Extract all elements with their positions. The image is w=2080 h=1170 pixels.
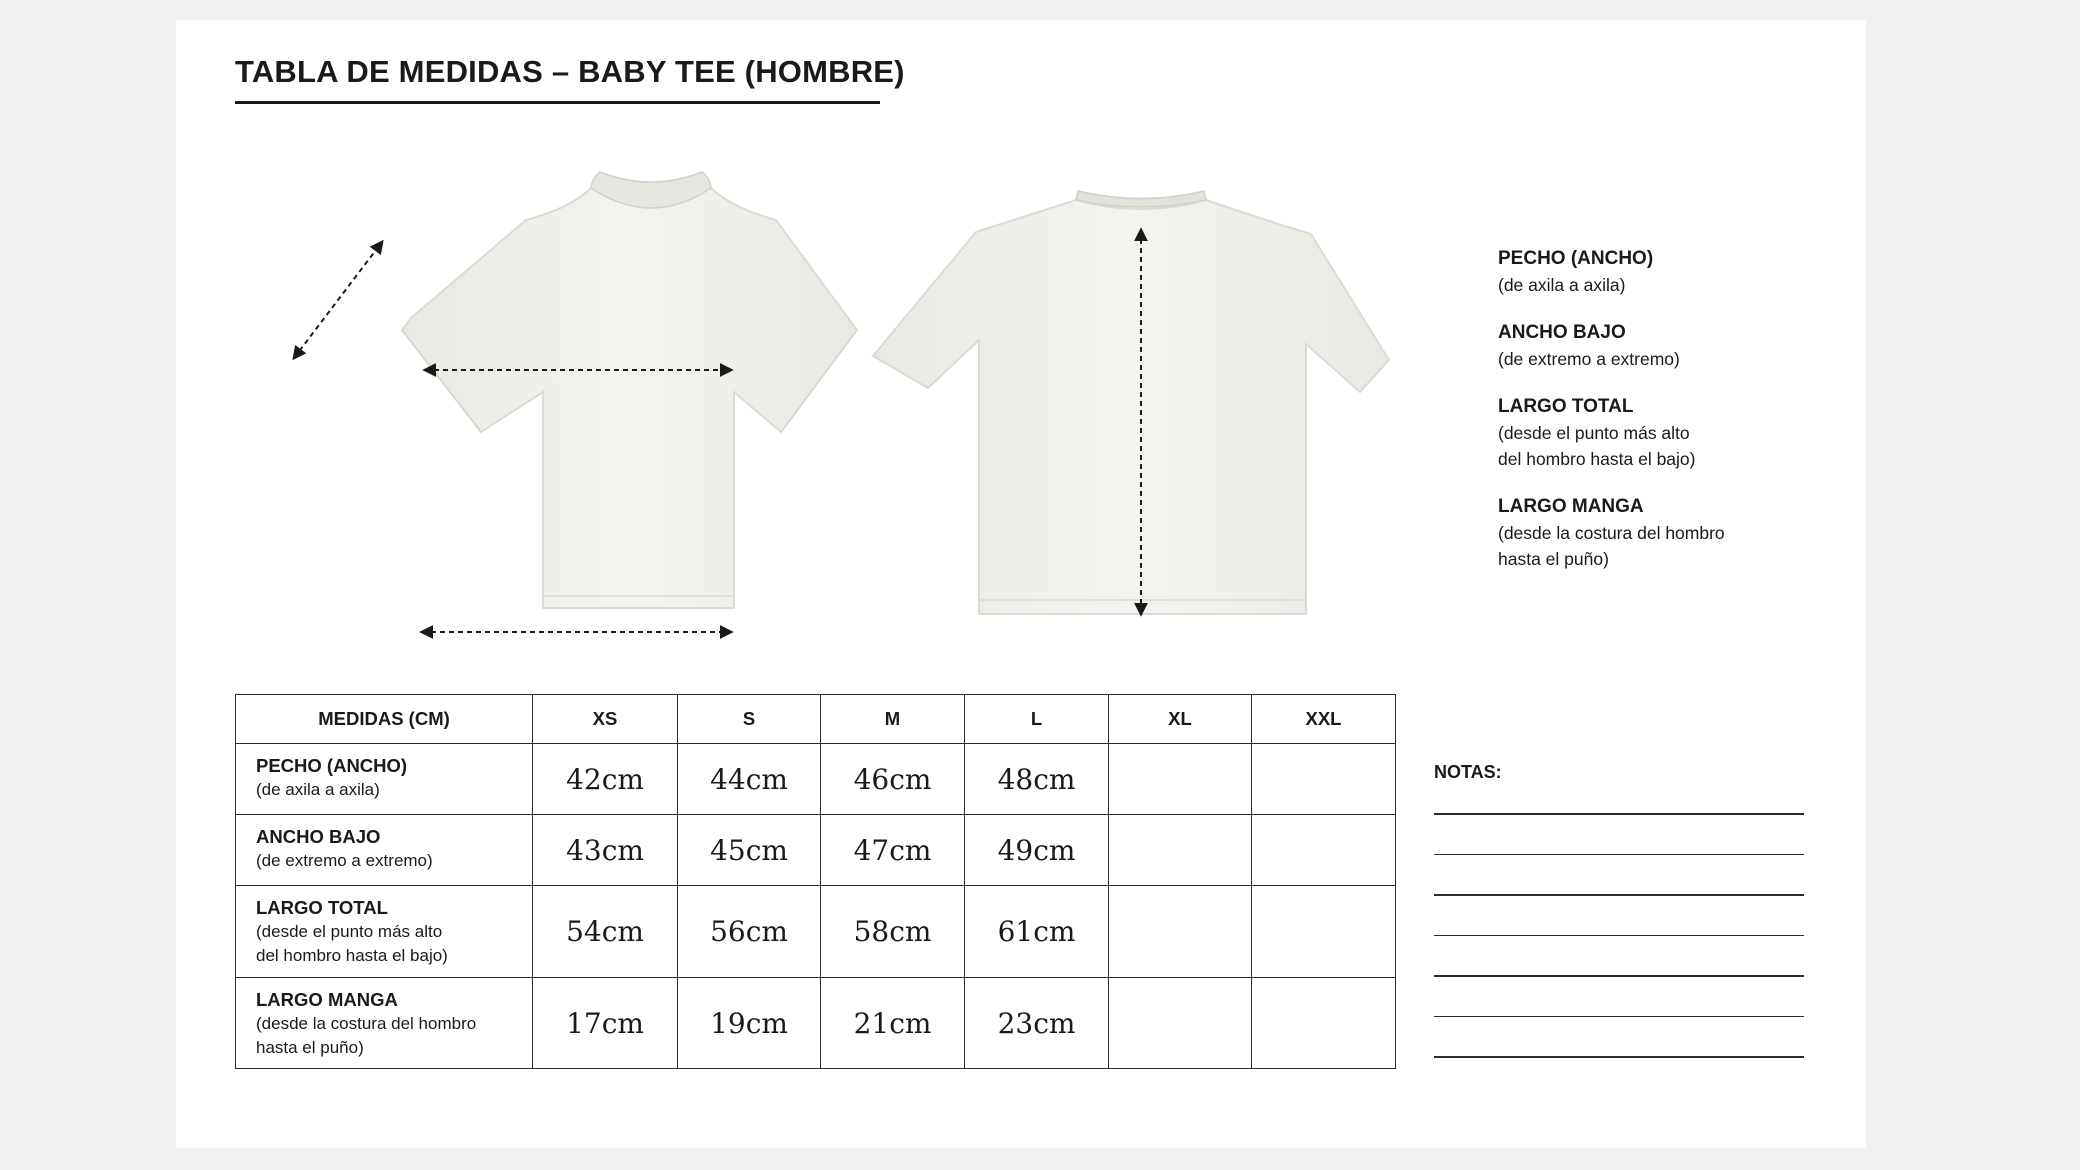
row-label <box>236 978 533 1069</box>
note-line <box>1434 975 1804 977</box>
legend-desc: (desde la costura del hombro hasta el puño) <box>1498 523 1725 569</box>
table-cell <box>1252 886 1396 978</box>
table-header-row <box>236 695 1396 744</box>
row-label-desc: (desde el punto más alto del hombro hasta el bajo) <box>256 922 448 965</box>
table-cell: 58cm <box>821 886 965 978</box>
row-label-desc: (desde la costura del hombro hasta el puño) <box>256 1014 477 1057</box>
table-cell: 47cm <box>821 815 965 886</box>
table-cell <box>1252 744 1396 815</box>
column-header: MEDIDAS (CM) <box>236 695 533 744</box>
row-label <box>236 815 533 886</box>
table-cell <box>1109 886 1252 978</box>
sleeve-length-arrow <box>294 242 382 358</box>
table-row <box>236 815 1396 886</box>
table-row <box>236 886 1396 978</box>
column-header: M <box>821 695 965 744</box>
note-line <box>1434 854 1804 856</box>
column-header: XS <box>533 695 678 744</box>
note-line <box>1434 813 1804 815</box>
legend-desc: (desde el punto más alto del hombro hasta el bajo) <box>1498 423 1696 469</box>
row-label-name: ANCHO BAJO <box>256 826 381 847</box>
column-header: S <box>678 695 821 744</box>
table-cell: 19cm <box>678 978 821 1069</box>
table-cell: 49cm <box>965 815 1109 886</box>
legend-desc: (de extremo a extremo) <box>1498 349 1680 369</box>
table-cell: 44cm <box>678 744 821 815</box>
tshirt-front-icon <box>402 172 857 608</box>
page-title: TABLA DE MEDIDAS – BABY TEE (HOMBRE) <box>235 54 905 89</box>
legend-item <box>1498 494 1828 572</box>
table-cell <box>1252 978 1396 1069</box>
table-cell: 43cm <box>533 815 678 886</box>
table-cell: 17cm <box>533 978 678 1069</box>
table-row <box>236 978 1396 1069</box>
table-row <box>236 744 1396 815</box>
note-line <box>1434 894 1804 896</box>
tshirt-back-icon <box>873 191 1389 614</box>
row-label-desc: (de axila a axila) <box>256 780 380 799</box>
row-label <box>236 886 533 978</box>
table-cell <box>1109 815 1252 886</box>
notes-section <box>1434 762 1804 1097</box>
table-cell: 61cm <box>965 886 1109 978</box>
table-cell: 46cm <box>821 744 965 815</box>
row-label-name: LARGO TOTAL <box>256 897 388 918</box>
measurement-legend <box>1498 246 1828 594</box>
legend-desc: (de axila a axila) <box>1498 275 1626 295</box>
table-cell: 23cm <box>965 978 1109 1069</box>
table-cell: 45cm <box>678 815 821 886</box>
size-table <box>235 694 1396 1069</box>
legend-name: LARGO TOTAL <box>1498 396 1634 417</box>
note-line <box>1434 935 1804 937</box>
row-label-name: PECHO (ANCHO) <box>256 755 408 776</box>
note-line <box>1434 1016 1804 1018</box>
row-label-name: LARGO MANGA <box>256 989 398 1010</box>
column-header: XL <box>1109 695 1252 744</box>
note-line <box>1434 1056 1804 1058</box>
table-cell: 56cm <box>678 886 821 978</box>
notes-lines <box>1434 813 1804 1058</box>
legend-name: ANCHO BAJO <box>1498 322 1626 343</box>
column-header: L <box>965 695 1109 744</box>
table-cell: 21cm <box>821 978 965 1069</box>
table-cell <box>1252 815 1396 886</box>
table-cell: 48cm <box>965 744 1109 815</box>
table-cell: 54cm <box>533 886 678 978</box>
table-cell <box>1109 744 1252 815</box>
column-header: XXL <box>1252 695 1396 744</box>
notes-title: NOTAS: <box>1434 762 1502 782</box>
row-label <box>236 744 533 815</box>
legend-name: PECHO (ANCHO) <box>1498 248 1654 269</box>
table-cell <box>1109 978 1252 1069</box>
row-label-desc: (de extremo a extremo) <box>256 851 433 870</box>
legend-item <box>1498 320 1828 372</box>
legend-item <box>1498 394 1828 472</box>
legend-name: LARGO MANGA <box>1498 496 1644 517</box>
table-cell: 42cm <box>533 744 678 815</box>
size-chart-sheet <box>176 20 1866 1148</box>
legend-item <box>1498 246 1828 298</box>
